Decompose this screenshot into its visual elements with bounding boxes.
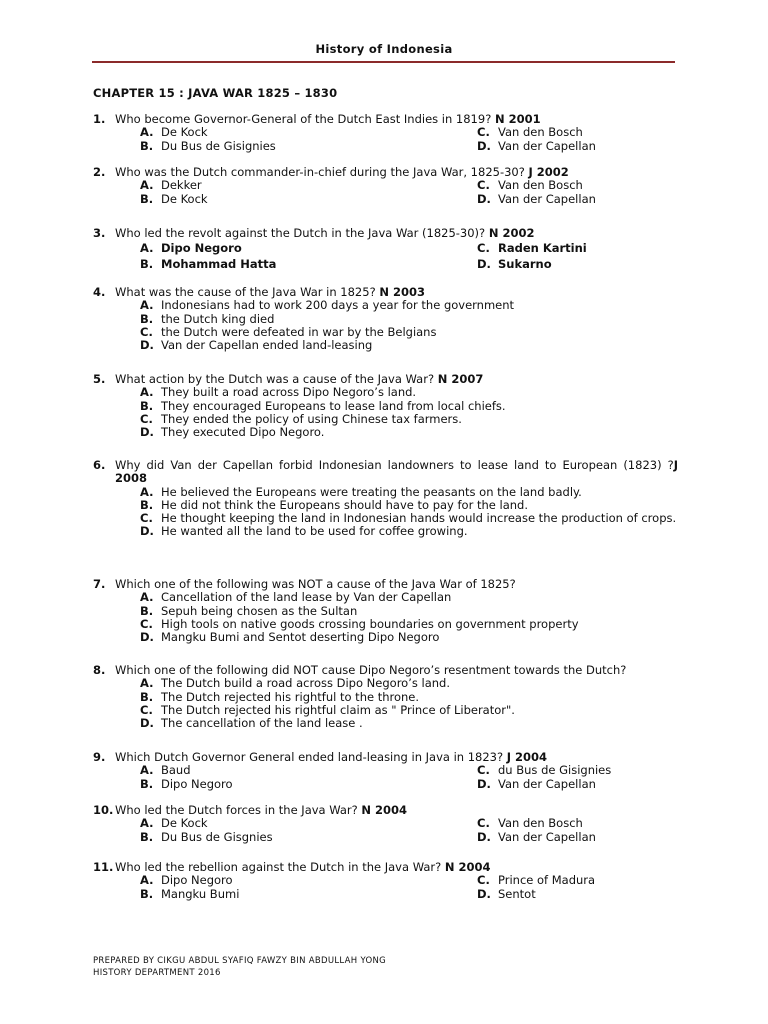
option-a[interactable]: A. The Dutch build a road across Dipo Negoro’s land.	[140, 676, 450, 691]
question-number: 7.	[93, 577, 106, 591]
question-number: 2.	[93, 165, 106, 179]
option-a[interactable]: A. Dipo Negoro	[140, 873, 233, 888]
option-a[interactable]: A. Dekker	[140, 178, 202, 193]
footer-department: HISTORY DEPARTMENT 2016	[93, 967, 221, 978]
exam-tag: N 2001	[494, 112, 541, 126]
question-number: 9.	[93, 750, 106, 764]
option-c[interactable]: C. du Bus de Gisignies	[477, 763, 612, 778]
option-b[interactable]: B. Du Bus de Gisgnies	[140, 829, 273, 844]
question-text: Which one of the following did NOT cause Dipo Negoro’s resentment towards the Dutch?	[115, 663, 627, 677]
question-4	[93, 286, 678, 352]
option-c[interactable]: C. Van den Bosch	[477, 125, 583, 140]
question-11	[93, 861, 678, 901]
option-b[interactable]: B. Du Bus de Gisignies	[140, 138, 276, 153]
page-header-title: History of Indonesia	[315, 42, 453, 56]
option-b[interactable]: B. Dipo Negoro	[140, 776, 233, 791]
option-d[interactable]: D. Van der Capellan ended land-leasing	[140, 338, 373, 353]
question-text: Who led the rebellion against the Dutch in the Java War?	[115, 860, 442, 874]
option-d[interactable]: D. Van der Capellan	[477, 776, 596, 791]
option-a[interactable]: A. Dipo Negoro	[140, 241, 242, 256]
question-text: Who led the revolt against the Dutch in the Java War (1825-30)?	[115, 226, 486, 240]
option-a[interactable]: A. He believed the Europeans were treating the peasants on the land badly.	[140, 484, 582, 499]
question-number: 3.	[93, 226, 106, 240]
question-number: 5.	[93, 372, 106, 386]
question-10	[93, 804, 678, 844]
exam-tag: J 2004	[506, 750, 548, 764]
question-8	[93, 664, 678, 730]
option-b[interactable]: B. Mohammad Hatta	[140, 257, 277, 272]
page-footer	[93, 956, 386, 979]
chapter-title: CHAPTER 15 : JAVA WAR 1825 – 1830	[93, 86, 338, 100]
question-9	[93, 751, 678, 791]
exam-tag: N 2002	[488, 226, 535, 240]
question-number: 4.	[93, 285, 106, 299]
option-c[interactable]: C. Prince of Madura	[477, 873, 596, 888]
option-c[interactable]: C. the Dutch were defeated in war by the Belgians	[140, 324, 437, 339]
question-number: 10.	[93, 803, 114, 817]
option-c[interactable]: C. He thought keeping the land in Indonesian hands would increase the production of crops.	[140, 511, 677, 526]
option-c[interactable]: C. Raden Kartini	[477, 241, 587, 256]
option-c[interactable]: C. They ended the policy of using Chinese tax farmers.	[140, 411, 462, 426]
question-text: Which one of the following was NOT a cause of the Java War of 1825?	[115, 577, 516, 591]
option-a[interactable]: A. Baud	[140, 763, 191, 778]
question-number: 8.	[93, 663, 106, 677]
header-divider	[92, 61, 675, 63]
option-d[interactable]: D. Van der Capellan	[477, 138, 596, 153]
exam-tag: N 2003	[379, 285, 425, 299]
option-b[interactable]: B. They encouraged Europeans to lease land from local chiefs.	[140, 398, 506, 413]
question-5	[93, 373, 678, 439]
option-d[interactable]: D. They executed Dipo Negoro.	[140, 425, 325, 440]
option-d[interactable]: D. Van der Capellan	[477, 829, 596, 844]
question-number: 6.	[93, 458, 106, 472]
option-c[interactable]: C. High tools on native goods crossing boundaries on government property	[140, 616, 579, 631]
option-a[interactable]: A. They built a road across Dipo Negoro’s land.	[140, 385, 417, 400]
exam-tag: N 2004	[361, 803, 408, 817]
question-text: What was the cause of the Java War in 1825?	[115, 285, 376, 299]
option-a[interactable]: A. Cancellation of the land lease by Van der Capellan	[140, 590, 452, 605]
option-b[interactable]: B. He did not think the Europeans should have to pay for the land.	[140, 497, 528, 512]
option-b[interactable]: B. De Kock	[140, 191, 208, 206]
option-a[interactable]: A. De Kock	[140, 125, 208, 140]
question-7	[93, 578, 678, 644]
footer-author: PREPARED BY CIKGU ABDUL SYAFIQ FAWZY BIN ABDULLAH YONG	[93, 956, 387, 966]
option-b[interactable]: B. the Dutch king died	[140, 311, 275, 326]
exam-tag: J 2008	[115, 458, 678, 486]
question-text: Who become Governor-General of the Dutch East Indies in 1819?	[115, 112, 492, 126]
option-c[interactable]: C. Van den Bosch	[477, 178, 583, 193]
option-d[interactable]: D. The cancellation of the land lease .	[140, 716, 363, 731]
question-text: Who was the Dutch commander-in-chief during the Java War, 1825-30?	[115, 165, 525, 179]
option-a[interactable]: A. Indonesians had to work 200 days a year for the government	[140, 298, 515, 313]
option-c[interactable]: C. The Dutch rejected his rightful claim as " Prince of Liberator".	[140, 702, 515, 717]
question-text: What action by the Dutch was a cause of the Java War?	[115, 372, 435, 386]
option-b[interactable]: B. The Dutch rejected his rightful to the throne.	[140, 689, 420, 704]
question-text: Who led the Dutch forces in the Java War?	[115, 803, 358, 817]
option-d[interactable]: D. Mangku Bumi and Sentot deserting Dipo Negoro	[140, 630, 440, 645]
question-1	[93, 113, 678, 153]
exam-tag: N 2004	[444, 860, 491, 874]
question-text: Why did Van der Capellan forbid Indonesian landowners to lease land to European (1823) ?	[115, 458, 674, 472]
option-d[interactable]: D. He wanted all the land to be used for coffee growing.	[140, 524, 468, 539]
option-d[interactable]: D. Sukarno	[477, 257, 552, 272]
option-d[interactable]: D. Van der Capellan	[477, 191, 596, 206]
question-3	[93, 227, 678, 272]
question-2	[93, 166, 678, 206]
option-d[interactable]: D. Sentot	[477, 886, 536, 901]
question-6	[93, 459, 678, 539]
option-a[interactable]: A. De Kock	[140, 816, 208, 831]
option-b[interactable]: B. Mangku Bumi	[140, 886, 240, 901]
question-number: 1.	[93, 112, 106, 126]
question-text: Which Dutch Governor General ended land-leasing in Java in 1823?	[115, 750, 504, 764]
exam-tag: J 2002	[528, 165, 569, 179]
exam-tag: N 2007	[437, 372, 484, 386]
option-c[interactable]: C. Van den Bosch	[477, 816, 583, 831]
question-number: 11.	[93, 860, 114, 874]
option-b[interactable]: B. Sepuh being chosen as the Sultan	[140, 603, 358, 618]
